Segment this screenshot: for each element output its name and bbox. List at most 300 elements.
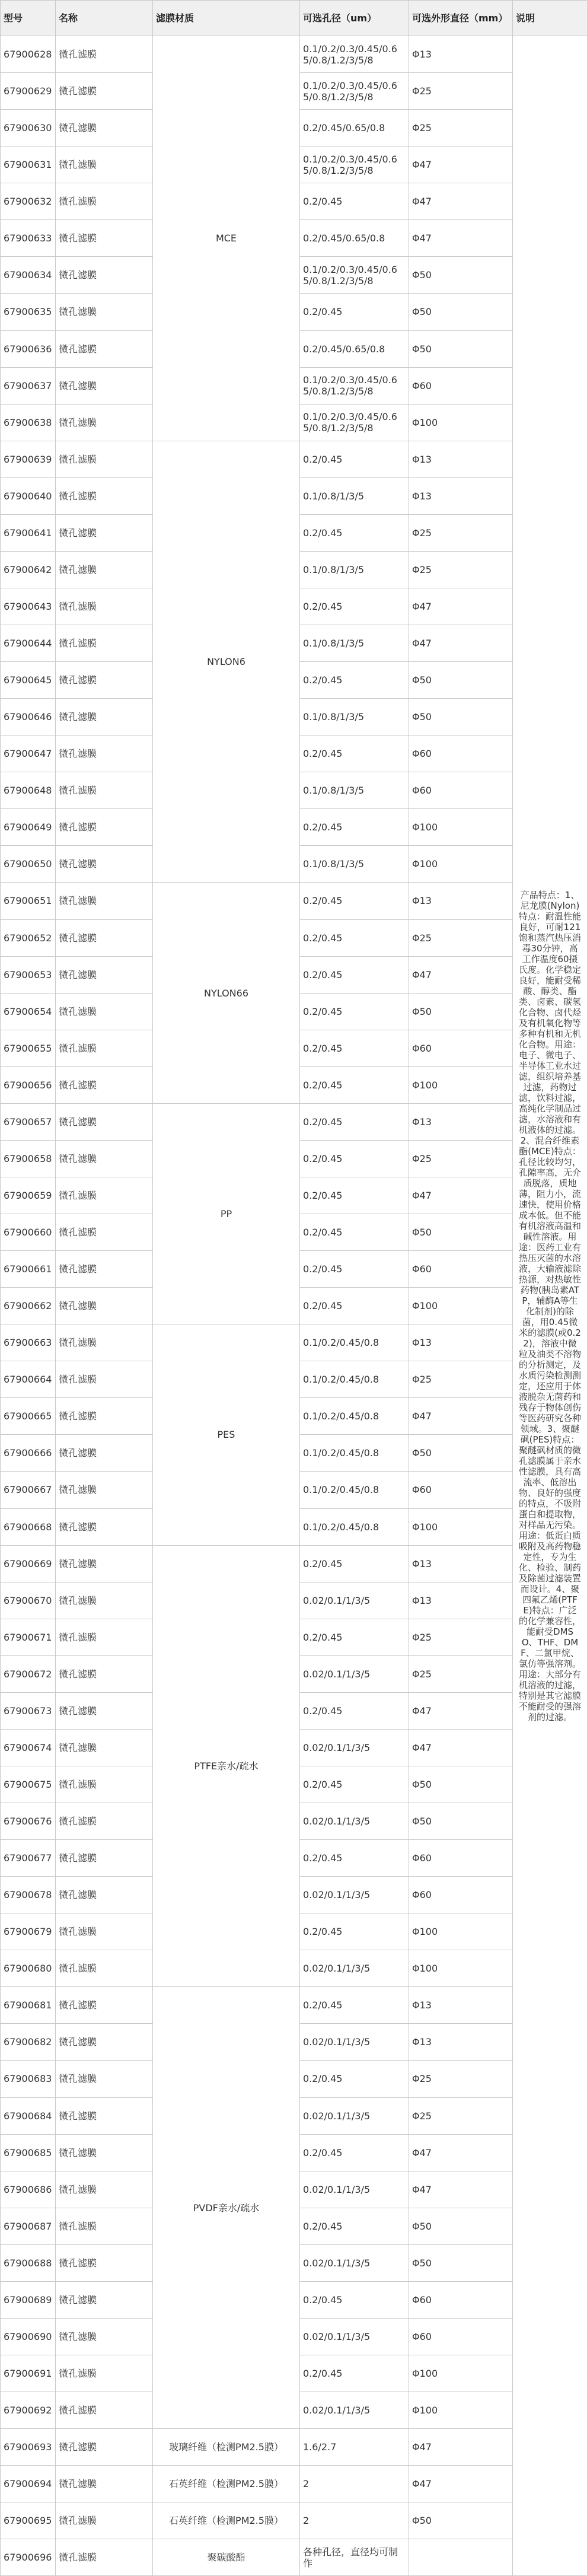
- model-cell: 67900673: [1, 1692, 56, 1729]
- pore-size-cell: 2: [300, 2502, 409, 2539]
- pore-size-cell: 0.1/0.8/1/3/5: [300, 551, 409, 588]
- name-cell: 微孔滤膜: [56, 809, 153, 846]
- table-row: [1, 1103, 587, 1140]
- name-cell: 微孔滤膜: [56, 2097, 153, 2134]
- diameter-cell: Φ25: [409, 1361, 513, 1398]
- column-header-material: 滤膜材质: [153, 1, 300, 36]
- model-cell: 67900671: [1, 1619, 56, 1655]
- model-cell: 67900649: [1, 809, 56, 846]
- model-cell: 67900665: [1, 1398, 56, 1435]
- pore-size-cell: 0.2/0.45: [300, 809, 409, 846]
- model-cell: 67900692: [1, 2392, 56, 2429]
- name-cell: 微孔滤膜: [56, 2355, 153, 2392]
- model-cell: 67900691: [1, 2355, 56, 2392]
- diameter-cell: Φ25: [409, 1140, 513, 1177]
- diameter-cell: Φ100: [409, 404, 513, 441]
- model-cell: 67900634: [1, 257, 56, 294]
- pore-size-cell: 0.2/0.45: [300, 1177, 409, 1214]
- pore-size-cell: 0.1/0.2/0.45/0.8: [300, 1435, 409, 1472]
- diameter-cell: Φ47: [409, 147, 513, 183]
- name-cell: 微孔滤膜: [56, 993, 153, 1030]
- model-cell: 67900654: [1, 993, 56, 1030]
- diameter-cell: Φ13: [409, 1324, 513, 1361]
- model-cell: 67900648: [1, 772, 56, 809]
- model-cell: 67900664: [1, 1361, 56, 1398]
- diameter-cell: Φ50: [409, 330, 513, 367]
- name-cell: 微孔滤膜: [56, 330, 153, 367]
- material-cell: 玻璃纤维（检测PM2.5膜）: [153, 2429, 300, 2466]
- pore-size-cell: 0.2/0.45: [300, 735, 409, 772]
- table-row: [1, 1324, 587, 1361]
- pore-size-cell: 0.02/0.1/1/3/5: [300, 2244, 409, 2281]
- pore-size-cell: 0.1/0.8/1/3/5: [300, 625, 409, 662]
- diameter-cell: Φ60: [409, 1877, 513, 1913]
- pore-size-cell: 0.2/0.45: [300, 1692, 409, 1729]
- diameter-cell: Φ25: [409, 1655, 513, 1692]
- model-cell: 67900676: [1, 1803, 56, 1840]
- diameter-cell: Φ25: [409, 551, 513, 588]
- table-row: [1, 2539, 587, 2576]
- name-cell: 微孔滤膜: [56, 73, 153, 110]
- diameter-cell: Φ60: [409, 2318, 513, 2355]
- pore-size-cell: 0.2/0.45: [300, 514, 409, 551]
- diameter-cell: Φ50: [409, 1435, 513, 1472]
- model-cell: 67900643: [1, 588, 56, 625]
- pore-size-cell: 0.1/0.2/0.45/0.8: [300, 1398, 409, 1435]
- name-cell: 微孔滤膜: [56, 1655, 153, 1692]
- model-cell: 67900652: [1, 919, 56, 956]
- diameter-cell: Φ25: [409, 2061, 513, 2097]
- model-cell: 67900685: [1, 2134, 56, 2171]
- model-cell: 67900633: [1, 220, 56, 257]
- name-cell: 微孔滤膜: [56, 1692, 153, 1729]
- diameter-cell: Φ50: [409, 1766, 513, 1803]
- diameter-cell: Φ47: [409, 1692, 513, 1729]
- name-cell: 微孔滤膜: [56, 1545, 153, 1582]
- diameter-cell: Φ100: [409, 846, 513, 883]
- pore-size-cell: 0.1/0.2/0.3/0.45/0.65/0.8/1.2/3/5/8: [300, 404, 409, 441]
- name-cell: 微孔滤膜: [56, 1766, 153, 1803]
- model-cell: 67900628: [1, 36, 56, 73]
- pore-size-cell: 0.1/0.2/0.3/0.45/0.65/0.8/1.2/3/5/8: [300, 73, 409, 110]
- name-cell: 微孔滤膜: [56, 2502, 153, 2539]
- name-cell: 微孔滤膜: [56, 1729, 153, 1766]
- diameter-cell: Φ13: [409, 1987, 513, 2024]
- pore-size-cell: 0.2/0.45: [300, 294, 409, 330]
- diameter-cell: Φ13: [409, 883, 513, 919]
- name-cell: 微孔滤膜: [56, 1508, 153, 1545]
- name-cell: 微孔滤膜: [56, 2244, 153, 2281]
- model-cell: 67900640: [1, 477, 56, 514]
- diameter-cell: Φ100: [409, 1913, 513, 1950]
- column-header-diameter: 可选外形直径（mm）: [409, 1, 513, 36]
- model-cell: 67900658: [1, 1140, 56, 1177]
- diameter-cell: Φ50: [409, 1214, 513, 1251]
- name-cell: 微孔滤膜: [56, 846, 153, 883]
- model-cell: 67900662: [1, 1288, 56, 1324]
- name-cell: 微孔滤膜: [56, 1066, 153, 1103]
- diameter-cell: Φ50: [409, 699, 513, 735]
- pore-size-cell: 0.2/0.45: [300, 441, 409, 477]
- pore-size-cell: 0.1/0.2/0.45/0.8: [300, 1472, 409, 1508]
- model-cell: 67900657: [1, 1103, 56, 1140]
- model-cell: 67900639: [1, 441, 56, 477]
- model-cell: 67900631: [1, 147, 56, 183]
- name-cell: 微孔滤膜: [56, 1177, 153, 1214]
- name-cell: 微孔滤膜: [56, 2208, 153, 2244]
- name-cell: 微孔滤膜: [56, 1913, 153, 1950]
- pore-size-cell: 0.2/0.45: [300, 2061, 409, 2097]
- name-cell: 微孔滤膜: [56, 699, 153, 735]
- name-cell: 微孔滤膜: [56, 110, 153, 147]
- pore-size-cell: 0.1/0.2/0.45/0.8: [300, 1361, 409, 1398]
- pore-size-cell: 2: [300, 2466, 409, 2502]
- column-header-name: 名称: [56, 1, 153, 36]
- diameter-cell: Φ47: [409, 1177, 513, 1214]
- pore-size-cell: 0.02/0.1/1/3/5: [300, 1803, 409, 1840]
- name-cell: 微孔滤膜: [56, 1214, 153, 1251]
- table-row: [1, 441, 587, 477]
- pore-size-cell: 0.2/0.45/0.65/0.8: [300, 110, 409, 147]
- name-cell: 微孔滤膜: [56, 1361, 153, 1398]
- diameter-cell: Φ60: [409, 1251, 513, 1288]
- model-cell: 67900674: [1, 1729, 56, 1766]
- table-row: [1, 2466, 587, 2502]
- model-cell: 67900681: [1, 1987, 56, 2024]
- model-cell: 67900661: [1, 1251, 56, 1288]
- pore-size-cell: 0.1/0.2/0.45/0.8: [300, 1508, 409, 1545]
- model-cell: 67900688: [1, 2244, 56, 2281]
- model-cell: 67900686: [1, 2171, 56, 2208]
- pore-size-cell: 0.2/0.45: [300, 1214, 409, 1251]
- pore-size-cell: 0.2/0.45: [300, 2355, 409, 2392]
- name-cell: 微孔滤膜: [56, 514, 153, 551]
- pore-size-cell: 0.2/0.45: [300, 993, 409, 1030]
- model-cell: 67900687: [1, 2208, 56, 2244]
- table-body: [1, 36, 587, 2576]
- pore-size-cell: 0.2/0.45: [300, 1619, 409, 1655]
- diameter-cell: Φ100: [409, 2392, 513, 2429]
- diameter-cell: Φ13: [409, 477, 513, 514]
- pore-size-cell: 0.2/0.45: [300, 2134, 409, 2171]
- model-cell: 67900678: [1, 1877, 56, 1913]
- pore-size-cell: 0.2/0.45: [300, 1545, 409, 1582]
- name-cell: 微孔滤膜: [56, 1582, 153, 1619]
- diameter-cell: Φ60: [409, 1840, 513, 1877]
- name-cell: 微孔滤膜: [56, 772, 153, 809]
- model-cell: 67900642: [1, 551, 56, 588]
- pore-size-cell: 0.02/0.1/1/3/5: [300, 2024, 409, 2061]
- material-cell: MCE: [153, 36, 300, 441]
- diameter-cell: Φ47: [409, 625, 513, 662]
- model-cell: 67900689: [1, 2281, 56, 2318]
- pore-size-cell: 0.02/0.1/1/3/5: [300, 2171, 409, 2208]
- name-cell: 微孔滤膜: [56, 1803, 153, 1840]
- column-header-model: 型号: [1, 1, 56, 36]
- model-cell: 67900693: [1, 2429, 56, 2466]
- pore-size-cell: 0.2/0.45: [300, 1913, 409, 1950]
- diameter-cell: Φ47: [409, 2466, 513, 2502]
- diameter-cell: Φ50: [409, 1803, 513, 1840]
- name-cell: 微孔滤膜: [56, 367, 153, 404]
- name-cell: 微孔滤膜: [56, 919, 153, 956]
- note-cell: 产品特点：1、尼龙膜(Nylon)特点：耐温性能良好，可耐121饱和蒸汽热压消毒30分钟，高工作温度60摄氏度。化学稳定良好，能耐受稀酸、醇类、酯类、卤素、碳氢化合物、卤代烃及有机氧化物等多种有机和无机化合物。用途：电子、微电子、半导体工业水过滤，组织培养基过滤，药物过滤，饮料过滤，高纯化学制品过滤，水溶液和有机液体的过滤。2、混合纤维素酯(MCE)特点：孔径比较均匀，孔隙率高，无介质脱落，质地薄，阻力小，流速快，使用价格成本低。但不能有机溶液高温和碱性溶液。用途：医药工业有热压灭菌的水溶液，大输液滤除热源，对热敏性药物(胰岛素ATP，辅酶A等生化制剂)的除菌，用0.45微米的滤膜(或0.22)，溶液中微粒及油类不溶物的分析测定，及水质污染检测测定，还应用于体液脱杂无菌药和残存于物体创伤等医药研究各种领域。3、聚醚砜(PES)特点：聚醚砜材质的微孔滤膜属于亲水性滤膜，具有高流率、低溶出物、良好的强度的特点，不吸附蛋白和提取物，对样品无污染。用途：低蛋白质吸附及高药物稳定性，专为生化、检验、制药及除菌过滤装置而设计。4、聚四氟乙烯(PTFE)特点：广泛的化学兼容性，能耐受DMSO、THF、DMF、二氯甲烷、氯仿等强溶剂。用途：大部分有机溶液的过滤，特别是其它滤膜不能耐受的强溶剂的过滤。: [513, 36, 587, 2576]
- model-cell: 67900644: [1, 625, 56, 662]
- model-cell: 67900653: [1, 956, 56, 993]
- diameter-cell: Φ47: [409, 2134, 513, 2171]
- model-cell: 67900682: [1, 2024, 56, 2061]
- pore-size-cell: 0.1/0.2/0.3/0.45/0.65/0.8/1.2/3/5/8: [300, 36, 409, 73]
- name-cell: 微孔滤膜: [56, 2392, 153, 2429]
- model-cell: 67900635: [1, 294, 56, 330]
- diameter-cell: Φ100: [409, 1288, 513, 1324]
- model-cell: 67900696: [1, 2539, 56, 2576]
- name-cell: 微孔滤膜: [56, 588, 153, 625]
- name-cell: 微孔滤膜: [56, 2134, 153, 2171]
- diameter-cell: Φ50: [409, 993, 513, 1030]
- name-cell: 微孔滤膜: [56, 883, 153, 919]
- diameter-cell: Φ47: [409, 588, 513, 625]
- material-cell: 聚碳酸酯: [153, 2539, 300, 2576]
- material-cell: PES: [153, 1324, 300, 1545]
- pore-size-cell: 0.02/0.1/1/3/5: [300, 1582, 409, 1619]
- name-cell: 微孔滤膜: [56, 404, 153, 441]
- diameter-cell: Φ60: [409, 735, 513, 772]
- name-cell: 微孔滤膜: [56, 36, 153, 73]
- table-row: [1, 36, 587, 73]
- diameter-cell: Φ50: [409, 2244, 513, 2281]
- name-cell: 微孔滤膜: [56, 1030, 153, 1066]
- name-cell: 微孔滤膜: [56, 1877, 153, 1913]
- pore-size-cell: 0.2/0.45: [300, 2208, 409, 2244]
- name-cell: 微孔滤膜: [56, 183, 153, 220]
- column-header-note: 说明: [513, 1, 587, 36]
- pore-size-cell: 0.02/0.1/1/3/5: [300, 1950, 409, 1987]
- name-cell: 微孔滤膜: [56, 1950, 153, 1987]
- model-cell: 67900651: [1, 883, 56, 919]
- model-cell: 67900650: [1, 846, 56, 883]
- diameter-cell: Φ25: [409, 110, 513, 147]
- pore-size-cell: 0.02/0.1/1/3/5: [300, 1877, 409, 1913]
- diameter-cell: Φ13: [409, 441, 513, 477]
- name-cell: 微孔滤膜: [56, 2024, 153, 2061]
- pore-size-cell: 0.1/0.8/1/3/5: [300, 477, 409, 514]
- pore-size-cell: 0.2/0.45: [300, 1066, 409, 1103]
- model-cell: 67900660: [1, 1214, 56, 1251]
- diameter-cell: Φ47: [409, 220, 513, 257]
- name-cell: 微孔滤膜: [56, 257, 153, 294]
- pore-size-cell: 1.6/2.7: [300, 2429, 409, 2466]
- pore-size-cell: 0.02/0.1/1/3/5: [300, 2097, 409, 2134]
- model-cell: 67900655: [1, 1030, 56, 1066]
- model-cell: 67900629: [1, 73, 56, 110]
- table-row: [1, 1545, 587, 1582]
- model-cell: 67900684: [1, 2097, 56, 2134]
- pore-size-cell: 0.2/0.45: [300, 1766, 409, 1803]
- pore-size-cell: 0.2/0.45: [300, 956, 409, 993]
- model-cell: 67900668: [1, 1508, 56, 1545]
- model-cell: 67900679: [1, 1913, 56, 1950]
- pore-size-cell: 0.2/0.45: [300, 183, 409, 220]
- model-cell: 67900638: [1, 404, 56, 441]
- model-cell: 67900646: [1, 699, 56, 735]
- pore-size-cell: 0.2/0.45: [300, 919, 409, 956]
- material-cell: PTFE亲水/疏水: [153, 1545, 300, 1987]
- name-cell: 微孔滤膜: [56, 441, 153, 477]
- model-cell: 67900645: [1, 662, 56, 699]
- table-row: [1, 2502, 587, 2539]
- model-cell: 67900672: [1, 1655, 56, 1692]
- material-cell: NYLON6: [153, 441, 300, 883]
- name-cell: 微孔滤膜: [56, 662, 153, 699]
- model-cell: 67900675: [1, 1766, 56, 1803]
- name-cell: 微孔滤膜: [56, 2466, 153, 2502]
- diameter-cell: Φ25: [409, 1619, 513, 1655]
- pore-size-cell: 0.1/0.8/1/3/5: [300, 846, 409, 883]
- model-cell: 67900647: [1, 735, 56, 772]
- model-cell: 67900683: [1, 2061, 56, 2097]
- pore-size-cell: 0.02/0.1/1/3/5: [300, 1729, 409, 1766]
- pore-size-cell: 0.2/0.45: [300, 1030, 409, 1066]
- pore-size-cell: 0.2/0.45: [300, 588, 409, 625]
- material-cell: PVDF亲水/疏水: [153, 1987, 300, 2429]
- pore-size-cell: 0.02/0.1/1/3/5: [300, 2392, 409, 2429]
- diameter-cell: Φ25: [409, 514, 513, 551]
- diameter-cell: Φ100: [409, 2355, 513, 2392]
- name-cell: 微孔滤膜: [56, 1472, 153, 1508]
- name-cell: 微孔滤膜: [56, 1324, 153, 1361]
- pore-size-cell: 0.2/0.45: [300, 2281, 409, 2318]
- pore-size-cell: 0.1/0.8/1/3/5: [300, 699, 409, 735]
- model-cell: 67900670: [1, 1582, 56, 1619]
- material-cell: 石英纤维（检测PM2.5膜）: [153, 2466, 300, 2502]
- diameter-cell: Φ100: [409, 809, 513, 846]
- diameter-cell: Φ50: [409, 2208, 513, 2244]
- diameter-cell: Φ47: [409, 1398, 513, 1435]
- diameter-cell: Φ13: [409, 1582, 513, 1619]
- diameter-cell: Φ47: [409, 2171, 513, 2208]
- name-cell: 微孔滤膜: [56, 294, 153, 330]
- model-cell: 67900690: [1, 2318, 56, 2355]
- pore-size-cell: 各种孔径，直径均可制作: [300, 2539, 409, 2576]
- pore-size-cell: 0.2/0.45/0.65/0.8: [300, 220, 409, 257]
- model-cell: 67900695: [1, 2502, 56, 2539]
- diameter-cell: Φ25: [409, 919, 513, 956]
- diameter-cell: Φ25: [409, 2097, 513, 2134]
- name-cell: 微孔滤膜: [56, 2281, 153, 2318]
- model-cell: 67900630: [1, 110, 56, 147]
- diameter-cell: Φ50: [409, 662, 513, 699]
- diameter-cell: Φ47: [409, 2429, 513, 2466]
- diameter-cell: Φ60: [409, 1030, 513, 1066]
- diameter-cell: Φ47: [409, 183, 513, 220]
- name-cell: 微孔滤膜: [56, 2061, 153, 2097]
- model-cell: 67900659: [1, 1177, 56, 1214]
- name-cell: 微孔滤膜: [56, 735, 153, 772]
- name-cell: 微孔滤膜: [56, 1251, 153, 1288]
- model-cell: 67900667: [1, 1472, 56, 1508]
- table-row: [1, 883, 587, 919]
- model-cell: 67900641: [1, 514, 56, 551]
- table-row: [1, 1987, 587, 2024]
- pore-size-cell: 0.2/0.45: [300, 883, 409, 919]
- diameter-cell: Φ50: [409, 257, 513, 294]
- name-cell: 微孔滤膜: [56, 2171, 153, 2208]
- model-cell: 67900694: [1, 2466, 56, 2502]
- model-cell: 67900669: [1, 1545, 56, 1582]
- model-cell: 67900637: [1, 367, 56, 404]
- pore-size-cell: 0.1/0.2/0.45/0.8: [300, 1324, 409, 1361]
- pore-size-cell: 0.1/0.8/1/3/5: [300, 772, 409, 809]
- pore-size-cell: 0.2/0.45: [300, 1288, 409, 1324]
- table-row: [1, 2429, 587, 2466]
- pore-size-cell: 0.1/0.2/0.3/0.45/0.65/0.8/1.2/3/5/8: [300, 257, 409, 294]
- name-cell: 微孔滤膜: [56, 477, 153, 514]
- name-cell: 微孔滤膜: [56, 1140, 153, 1177]
- name-cell: 微孔滤膜: [56, 1840, 153, 1877]
- diameter-cell: Φ100: [409, 1066, 513, 1103]
- pore-size-cell: 0.1/0.2/0.3/0.45/0.65/0.8/1.2/3/5/8: [300, 147, 409, 183]
- diameter-cell: Φ100: [409, 1508, 513, 1545]
- name-cell: 微孔滤膜: [56, 220, 153, 257]
- diameter-cell: Φ47: [409, 956, 513, 993]
- diameter-cell: Φ100: [409, 1950, 513, 1987]
- diameter-cell: Φ13: [409, 1545, 513, 1582]
- name-cell: 微孔滤膜: [56, 2318, 153, 2355]
- name-cell: 微孔滤膜: [56, 147, 153, 183]
- name-cell: 微孔滤膜: [56, 625, 153, 662]
- model-cell: 67900666: [1, 1435, 56, 1472]
- pore-size-cell: 0.1/0.2/0.3/0.45/0.65/0.8/1.2/3/5/8: [300, 367, 409, 404]
- name-cell: 微孔滤膜: [56, 551, 153, 588]
- material-cell: NYLON66: [153, 883, 300, 1103]
- name-cell: 微孔滤膜: [56, 1288, 153, 1324]
- pore-size-cell: 0.2/0.45: [300, 1251, 409, 1288]
- pore-size-cell: 0.2/0.45: [300, 662, 409, 699]
- diameter-cell: Φ25: [409, 73, 513, 110]
- pore-size-cell: 0.2/0.45: [300, 1140, 409, 1177]
- name-cell: 微孔滤膜: [56, 1398, 153, 1435]
- name-cell: 微孔滤膜: [56, 2539, 153, 2576]
- name-cell: 微孔滤膜: [56, 1103, 153, 1140]
- name-cell: 微孔滤膜: [56, 1435, 153, 1472]
- diameter-cell: [409, 2539, 513, 2576]
- column-header-pore-size: 可选孔径（um）: [300, 1, 409, 36]
- model-cell: 67900636: [1, 330, 56, 367]
- diameter-cell: Φ60: [409, 2281, 513, 2318]
- diameter-cell: Φ60: [409, 772, 513, 809]
- name-cell: 微孔滤膜: [56, 2429, 153, 2466]
- pore-size-cell: 0.2/0.45: [300, 1840, 409, 1877]
- pore-size-cell: 0.02/0.1/1/3/5: [300, 1655, 409, 1692]
- model-cell: 67900632: [1, 183, 56, 220]
- model-cell: 67900656: [1, 1066, 56, 1103]
- name-cell: 微孔滤膜: [56, 1987, 153, 2024]
- diameter-cell: Φ13: [409, 1103, 513, 1140]
- diameter-cell: Φ50: [409, 2502, 513, 2539]
- name-cell: 微孔滤膜: [56, 956, 153, 993]
- model-cell: 67900677: [1, 1840, 56, 1877]
- diameter-cell: Φ60: [409, 367, 513, 404]
- pore-size-cell: 0.02/0.1/1/3/5: [300, 2318, 409, 2355]
- table-header-row: [1, 1, 587, 36]
- model-cell: 67900680: [1, 1950, 56, 1987]
- diameter-cell: Φ47: [409, 1729, 513, 1766]
- material-cell: 石英纤维（检测PM2.5膜）: [153, 2502, 300, 2539]
- pore-size-cell: 0.2/0.45: [300, 1987, 409, 2024]
- diameter-cell: Φ50: [409, 294, 513, 330]
- diameter-cell: Φ13: [409, 2024, 513, 2061]
